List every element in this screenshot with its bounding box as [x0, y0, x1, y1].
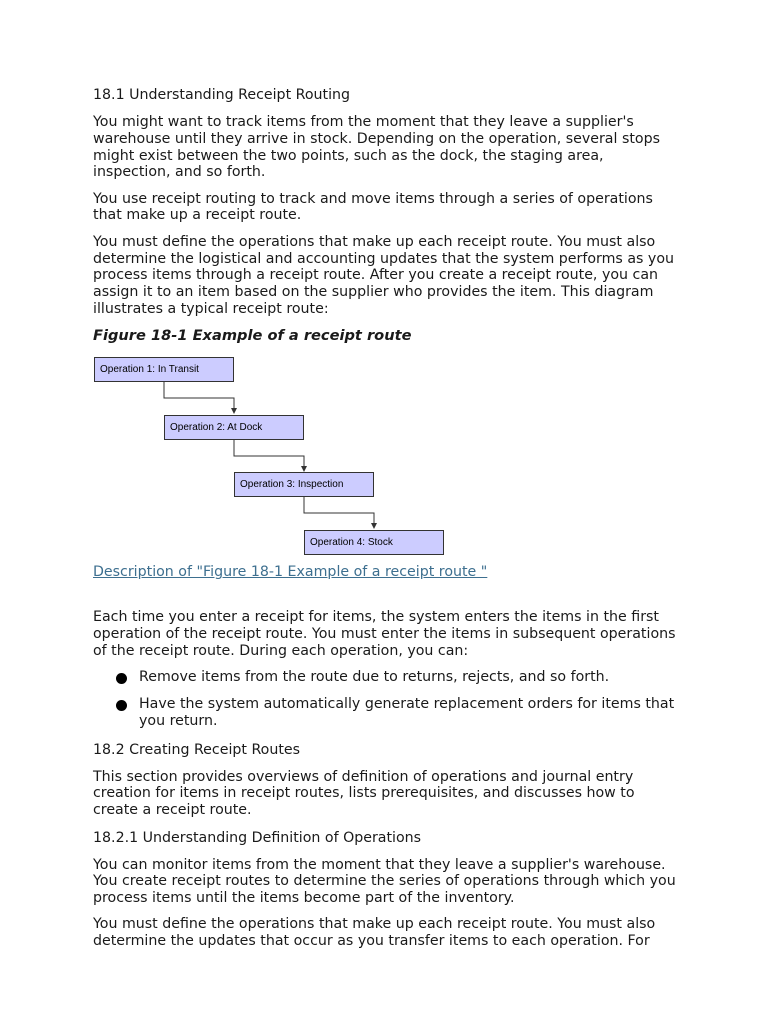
bullet-icon [116, 673, 127, 684]
paragraph: You use receipt routing to track and move items through a series of operations that make up a receipt route. [93, 190, 653, 224]
paragraph: You can monitor items from the moment that they leave a supplier's warehouse. You create receipt routes to determine the series of operations through which you process items until the items become part of the inventory. [93, 856, 676, 907]
section-heading-18-2: 18.2 Creating Receipt Routes [93, 741, 301, 758]
paragraph: Each time you enter a receipt for items, the system enters the items in the first operation of the receipt route. You must enter the items in subsequent operations of the receipt route. During each operation, you can: [93, 609, 676, 659]
connector-arrow [234, 440, 304, 471]
figure-title: Figure 18-1 Example of a receipt route [93, 327, 412, 345]
paragraph: You must define the operations that make up each receipt route. You must also determine the logistical and accounting updates that the system performs as you process items through a receipt route. After you create a receipt route, you can assign it to an item based on the supplier who provides the item. This diagram illustrates a typical receipt route: [93, 233, 674, 317]
list-item-text: Have the system automatically generate replacement orders for items that you return. [139, 695, 675, 730]
operation-box-2: Operation 2: At Dock [164, 415, 304, 440]
operation-box-3: Operation 3: Inspection [234, 472, 374, 497]
operation-options-list [93, 669, 683, 731]
paragraph: This section provides overviews of definition of operations and journal entry creation for items in receipt routes, lists prerequisites, and discusses how to create a receipt route. [93, 768, 635, 819]
connector-arrow [304, 497, 374, 528]
list-item [93, 669, 683, 687]
receipt-route-diagram [93, 357, 683, 563]
section-heading-18-2-1: 18.2.1 Understanding Definition of Operations [93, 829, 422, 846]
document-page [93, 86, 683, 960]
paragraph: You must define the operations that make up each receipt route. You must also determine the updates that occur as you transfer items to each operation. For [93, 916, 656, 950]
paragraph: You might want to track items from the moment that they leave a supplier's warehouse until they arrive in stock. Depending on the operation, several stops might exist between the two points, such as the dock, the staging area, inspection, and so forth. [93, 114, 660, 181]
figure-description-link[interactable]: Description of "Figure 18-1 Example of a receipt route " [93, 564, 488, 581]
connector-arrow [164, 382, 234, 413]
section-heading-18-1: 18.1 Understanding Receipt Routing [93, 87, 351, 103]
operation-box-4: Operation 4: Stock [304, 530, 444, 555]
operation-box-1: Operation 1: In Transit [94, 357, 234, 382]
list-item [93, 696, 683, 731]
list-item-text: Remove items from the route due to returns, rejects, and so forth. [139, 669, 610, 686]
bullet-icon [116, 700, 127, 711]
